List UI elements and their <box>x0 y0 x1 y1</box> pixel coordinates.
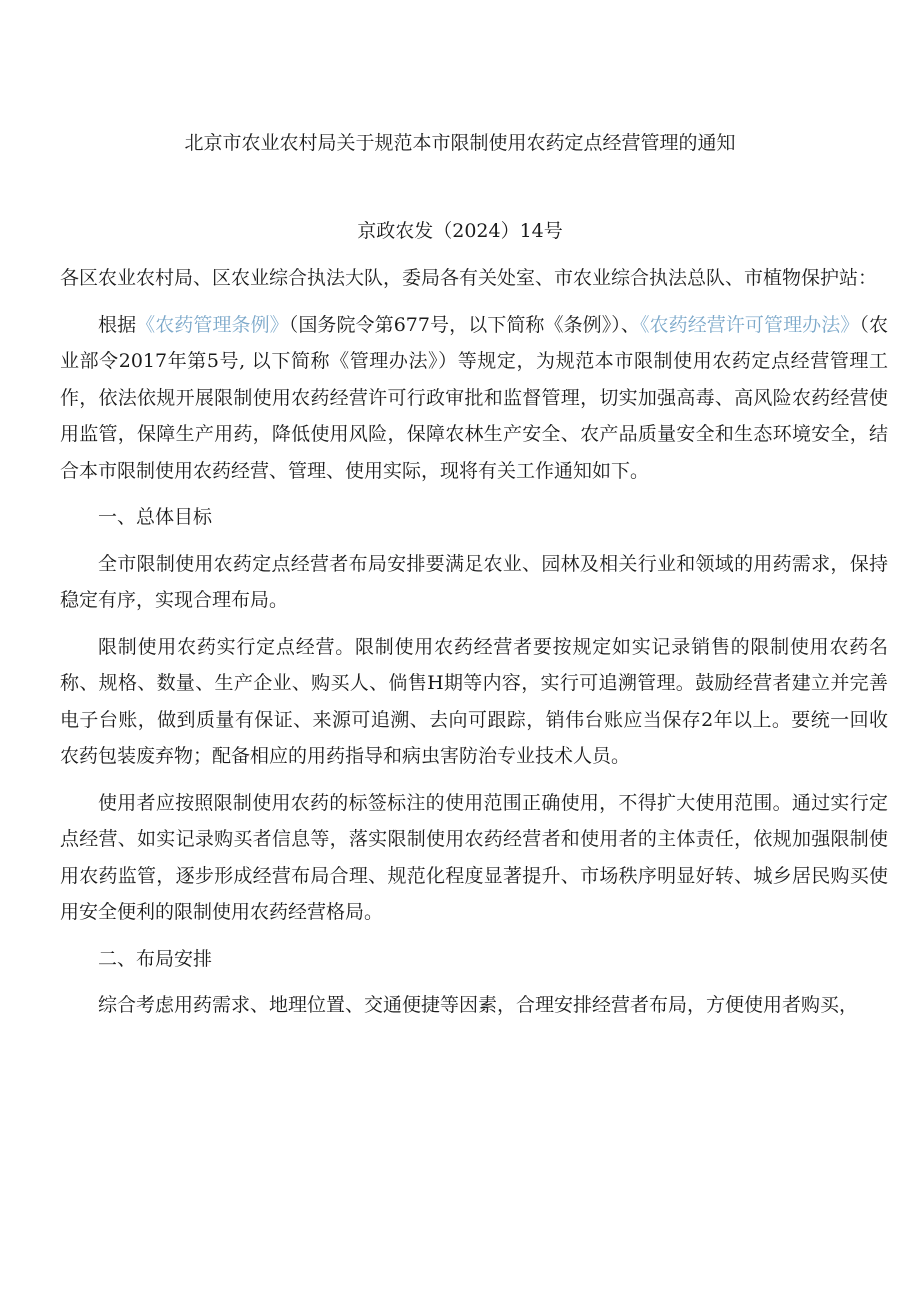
intro-text-3: （农业部令2017年第5号, 以下简称《管理办法》）等规定，为规范本市限制使用农药定点经营管理工作，依法依规开展限制使用农药经营许可行政审批和监督管理，切实加强高毒、高风险农药经营使用监管，保障生产用药，降低使用风险，保障农林生产安全、农产品质量安全和生态环境安全，结合本市限制使用农药经营、管理、使用实际，现将有关工作通知如下。 <box>60 313 888 482</box>
section1-paragraph-3: 使用者应按照限制使用农药的标签标注的使用范围正确使用，不得扩大使用范围。通过实行定点经营、如实记录购买者信息等，落实限制使用农药经营者和使用者的主体责任，依规加强限制使用农药监管，逐步形成经营布局合理、规范化程度显著提升、市场秩序明显好转、城乡居民购买使用安全便利的限制使用农药经营格局。 <box>60 791 888 923</box>
section-heading-2: 二、布局安排 <box>98 947 213 970</box>
document-body <box>60 260 888 1034</box>
regulation-link[interactable]: 《农药管理条例》 <box>136 313 289 336</box>
section1-paragraph-2: 限制使用农药实行定点经营。限制使用农药经营者要按规定如实记录销售的限制使用农药名称、规格、数量、生产企业、购买人、倘售H期等内容，实行可追溯管理。鼓励经营者建立并完善电子台账，做到质量有保证、来源可追溯、去向可跟踪，销伟台账应当保存2年以上。要统一回收农药包装废弃物；配备相应的用药指导和病虫害防治专业技术人员。 <box>60 635 888 767</box>
intro-paragraph <box>60 307 888 490</box>
section2-paragraph-1: 综合考虑用药需求、地理位置、交通便捷等因素，合理安排经营者布局，方便使用者购买， <box>98 994 859 1016</box>
intro-text-2: （国务院令第677号，以下简称《条例》）、 <box>288 313 640 336</box>
intro-text-1: 根据 <box>98 313 137 336</box>
section1-paragraph-1: 全市限制使用农药定点经营者布局安排要满足农业、园林及相关行业和领域的用药需求，保持稳定有序，实现合理布局。 <box>60 552 888 611</box>
license-measures-link[interactable]: 《农药经营许可管理办法》 <box>639 313 860 336</box>
document-number: 京政农发（2024）14号 <box>357 220 563 242</box>
addressee-paragraph: 各区农业农村局、区农业综合执法大队，委局各有关处室、市农业综合执法总队、市植物保护站： <box>60 267 878 289</box>
page-title: 北京市农业农村局关于规范本市限制使用农药定点经营管理的通知 <box>184 132 736 154</box>
section-heading-1: 一、总体目标 <box>98 506 213 528</box>
